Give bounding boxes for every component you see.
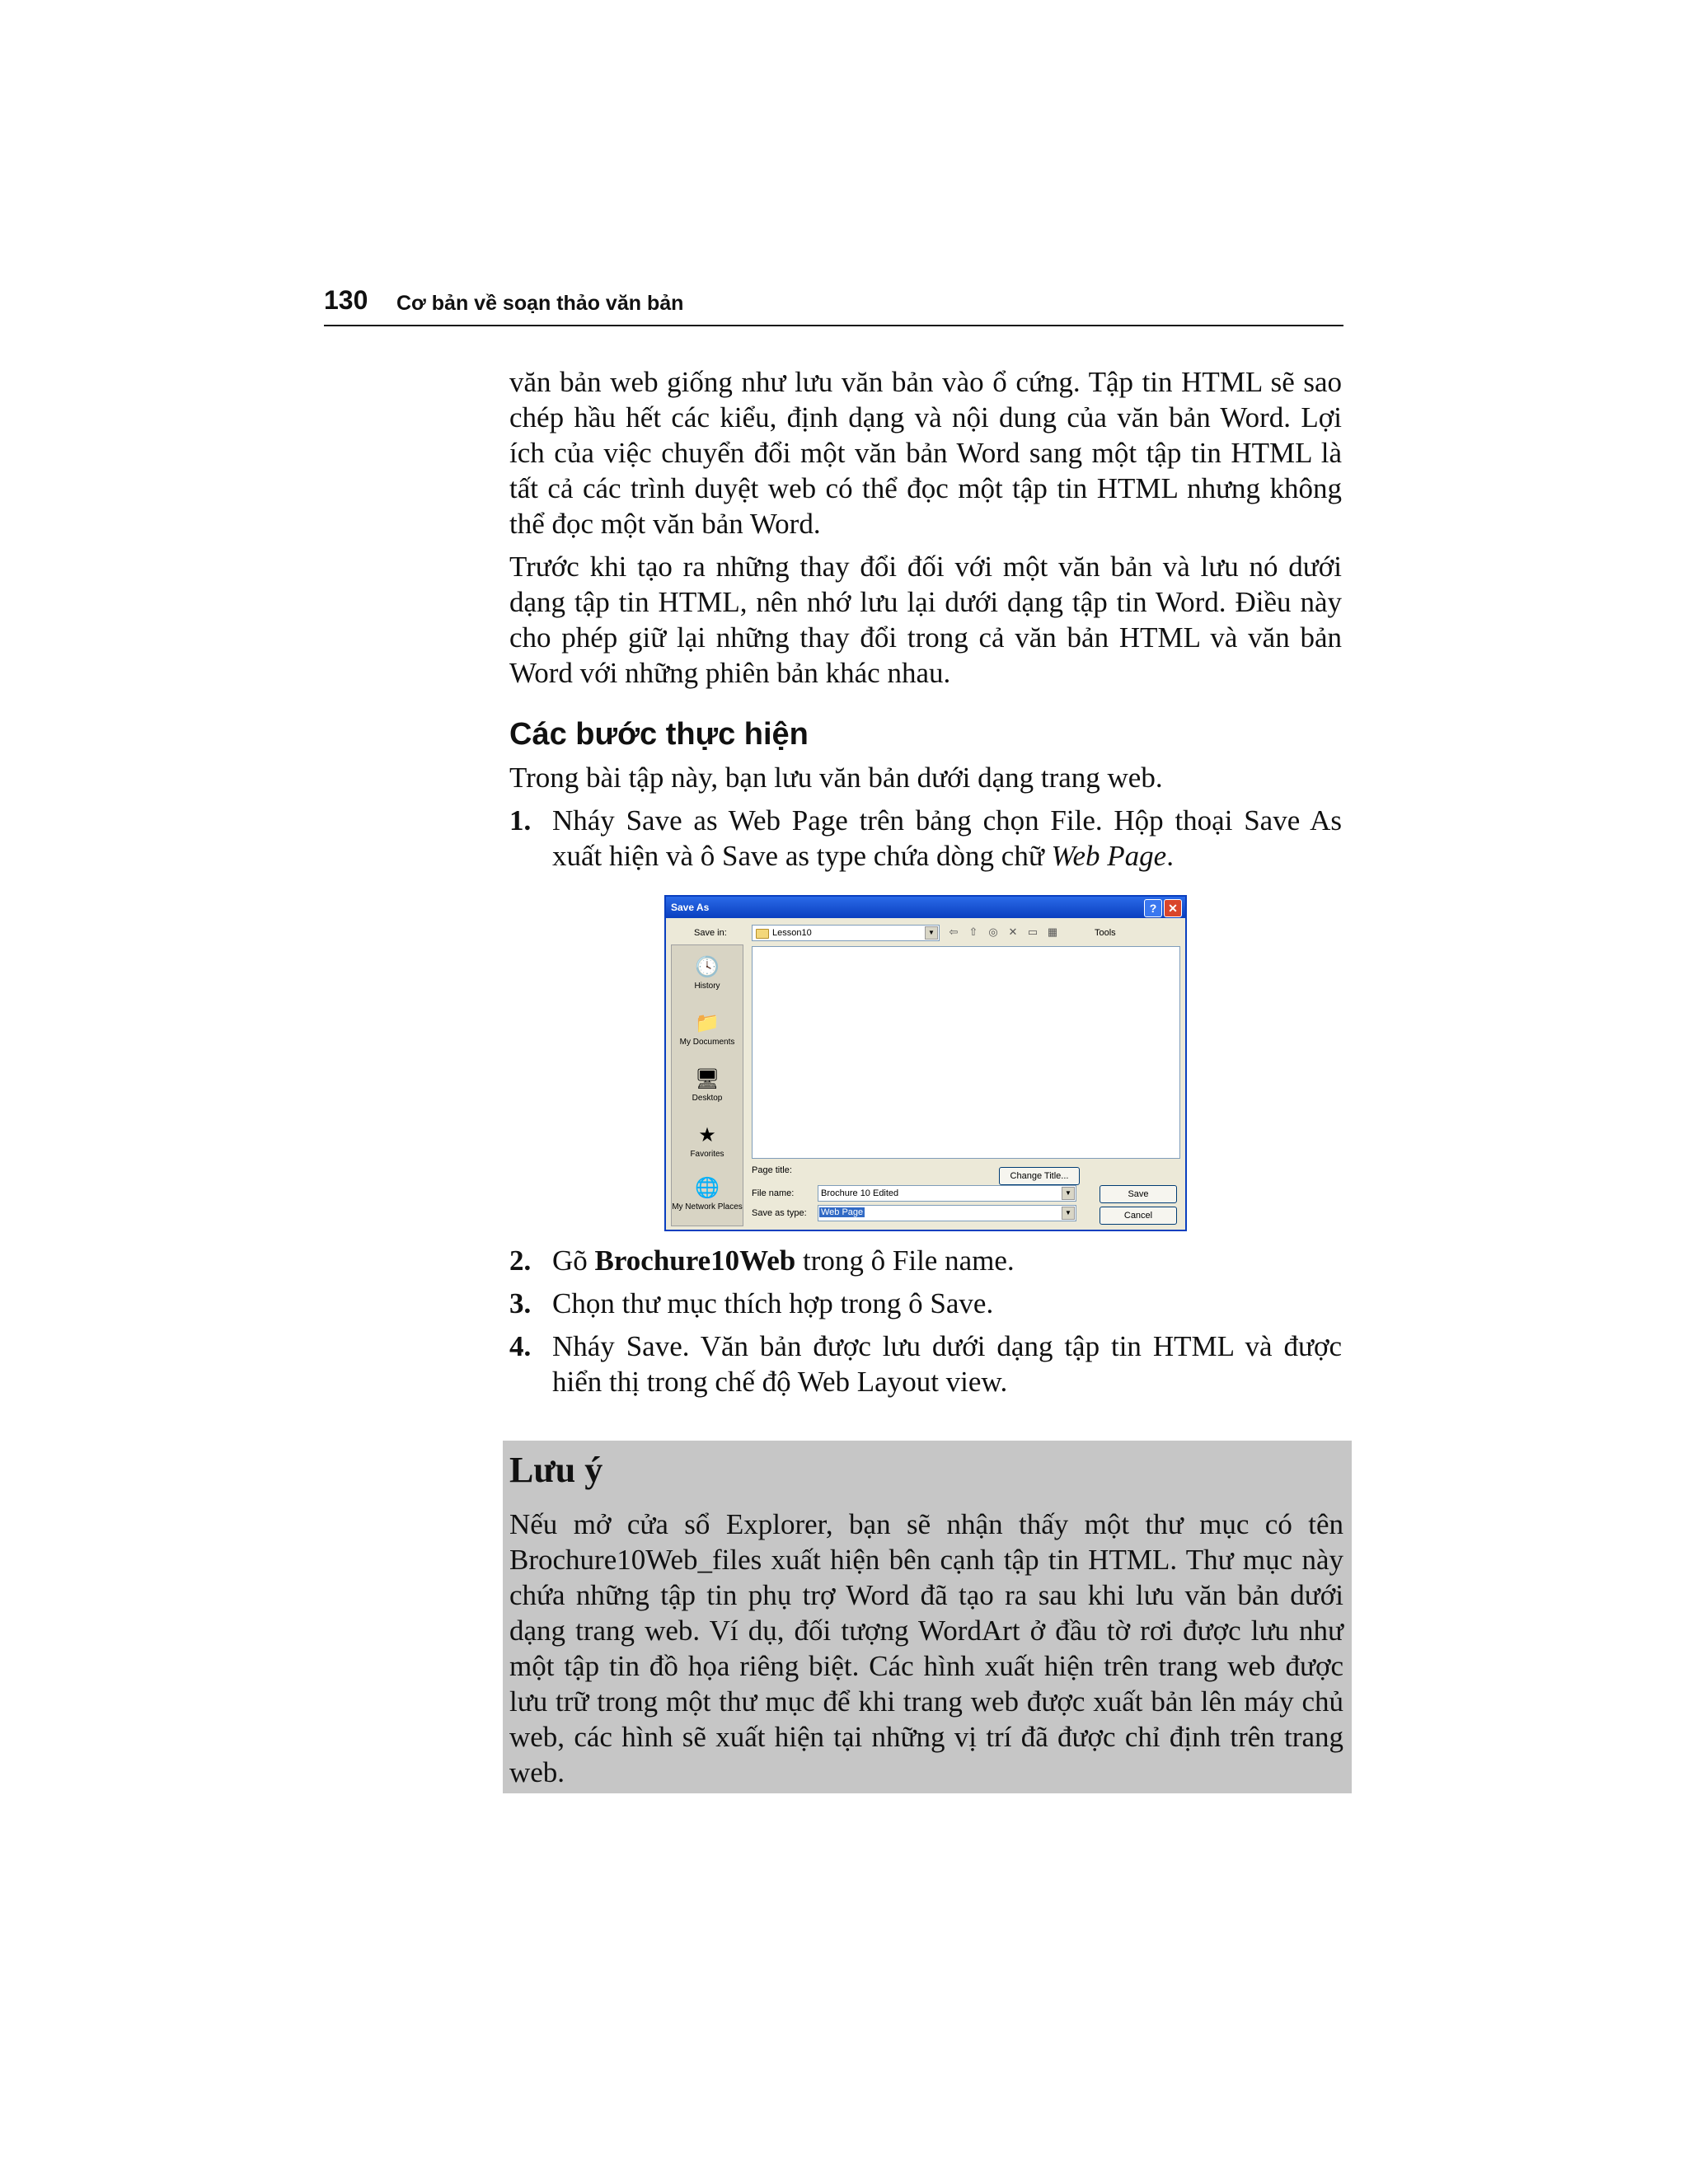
save-button[interactable]: Save — [1100, 1185, 1177, 1203]
save-as-type-label: Save as type: — [752, 1208, 807, 1218]
step-text-part: Nháy Save as Web Page trên bảng chọn File. Hộp thoại Save As xuất hiện và ô Save as type chứa dòng chữ — [552, 804, 1342, 872]
folder-icon: 📁 — [695, 1012, 720, 1034]
step-text: Nháy Save. Văn bản được lưu dưới dạng tập tin HTML và được hiển thị trong chế độ Web Layout view. — [552, 1330, 1342, 1398]
save-in-dropdown[interactable] — [752, 925, 940, 941]
change-title-button[interactable]: Change Title... — [999, 1167, 1080, 1185]
section-heading: Các bước thực hiện — [509, 717, 809, 752]
chevron-down-icon: ▼ — [1062, 1207, 1075, 1220]
page-title-label: Page title: — [752, 1165, 792, 1175]
save-as-type-value: Web Page — [821, 1207, 864, 1217]
views-icon[interactable]: ▦ — [1047, 926, 1058, 938]
file-name-value: Brochure 10 Edited — [821, 1188, 899, 1198]
chevron-down-icon: ▼ — [1062, 1187, 1075, 1200]
page-header — [324, 285, 1343, 326]
note-box — [503, 1441, 1352, 1793]
place-label: My Documents — [679, 1038, 735, 1047]
tools-menu[interactable]: Tools — [1095, 928, 1116, 938]
step-number: 3. — [509, 1287, 532, 1319]
step-2 — [509, 1243, 1342, 1278]
running-title: Cơ bản về soạn thảo văn bản — [396, 292, 684, 315]
step-text: Chọn thư mục thích hợp trong ô Save. — [552, 1287, 994, 1319]
save-as-dialog — [664, 895, 1187, 1231]
note-body: Nếu mở cửa sổ Explorer, bạn sẽ nhận thấy một thư mục có tên Brochure10Web_files xuất hiện bên cạnh tập tin HTML. Thư mục này chứa những tập tin phụ trợ Word đã tạo ra sau khi lưu văn bản dưới dạng trang web. Ví dụ, đối tượng WordArt ở đầu tờ rơi được lưu như một tập tin đồ họa riêng biệt. Các hình xuất hiện trên trang web được lưu trữ trong một thư mục để khi trang web được xuất bản lên máy chủ web, các hình sẽ xuất hiện tại những vị trí đã được chỉ định trên trang web. — [509, 1508, 1343, 1788]
new-folder-icon[interactable]: ▭ — [1027, 926, 1039, 938]
dialog-titlebar — [666, 897, 1185, 918]
place-favorites[interactable] — [672, 1125, 743, 1159]
close-icon[interactable]: ✕ — [1164, 899, 1182, 917]
step-text-part: trong ô File name. — [795, 1244, 1015, 1277]
step-emphasis: Web Page — [1051, 840, 1167, 872]
place-label: History — [694, 982, 720, 991]
places-bar — [671, 944, 743, 1226]
save-in-label: Save in: — [694, 928, 727, 938]
folder-icon — [756, 929, 769, 939]
search-web-icon[interactable]: ◎ — [988, 926, 998, 938]
step-3 — [509, 1286, 1342, 1321]
delete-icon[interactable]: ✕ — [1008, 926, 1018, 938]
step-text — [552, 803, 1342, 874]
step-4 — [509, 1329, 1342, 1399]
note-title: Lưu ý — [509, 1450, 603, 1490]
help-button[interactable]: ? — [1144, 899, 1162, 917]
place-label: Desktop — [692, 1094, 723, 1103]
page-number: 130 — [324, 285, 368, 315]
place-my-network-places[interactable] — [672, 1178, 743, 1212]
back-icon[interactable]: ⇦ — [949, 926, 959, 938]
place-desktop[interactable] — [672, 1069, 743, 1103]
section-intro: Trong bài tập này, bạn lưu văn bản dưới dạng trang web. — [509, 762, 1163, 794]
save-as-type-dropdown[interactable] — [818, 1205, 1076, 1221]
network-icon: 🌐 — [695, 1177, 720, 1199]
cancel-button[interactable]: Cancel — [1100, 1207, 1177, 1225]
step-1 — [509, 803, 1342, 874]
paragraph-1: văn bản web giống như lưu văn bản vào ổ cứng. Tập tin HTML sẽ sao chép hầu hết các kiểu, định dạng và nội dung của văn bản Word. Lợi ích của việc chuyển đổi một văn bản Word sang một tập tin HTML là tất cả các trình duyệt web có thể đọc một tập tin HTML nhưng không thể đọc một văn bản Word. — [509, 366, 1342, 540]
file-name-field[interactable] — [818, 1185, 1076, 1202]
desktop-icon: 🖥 — [695, 1068, 720, 1090]
step-text-part: Gõ — [552, 1244, 595, 1277]
file-list[interactable] — [752, 946, 1180, 1159]
place-my-documents[interactable] — [672, 1013, 743, 1047]
step-text-part: . — [1166, 840, 1174, 872]
file-name-label: File name: — [752, 1188, 795, 1198]
place-history[interactable] — [672, 957, 743, 991]
step-number: 2. — [509, 1244, 532, 1277]
star-folder-icon: ★ — [698, 1124, 716, 1146]
save-in-value: Lesson10 — [772, 928, 812, 938]
step-number: 1. — [509, 804, 532, 837]
step-number: 4. — [509, 1330, 532, 1362]
up-folder-icon[interactable]: ⇧ — [968, 926, 978, 938]
step-text — [552, 1243, 1342, 1278]
step-bold: Brochure10Web — [594, 1244, 796, 1277]
history-icon: 🕓 — [695, 956, 720, 978]
paragraph-2: Trước khi tạo ra những thay đổi đối với một văn bản và lưu nó dưới dạng tập tin HTML, nên nhớ lưu lại dưới dạng tập tin Word. Điều này cho phép giữ lại những thay đổi trong cả văn bản HTML và văn bản Word với những phiên bản khác nhau. — [509, 551, 1342, 689]
dialog-title: Save As — [671, 902, 710, 913]
chevron-down-icon: ▼ — [925, 926, 938, 940]
place-label: Favorites — [690, 1150, 724, 1159]
place-label: My Network Places — [672, 1202, 743, 1212]
